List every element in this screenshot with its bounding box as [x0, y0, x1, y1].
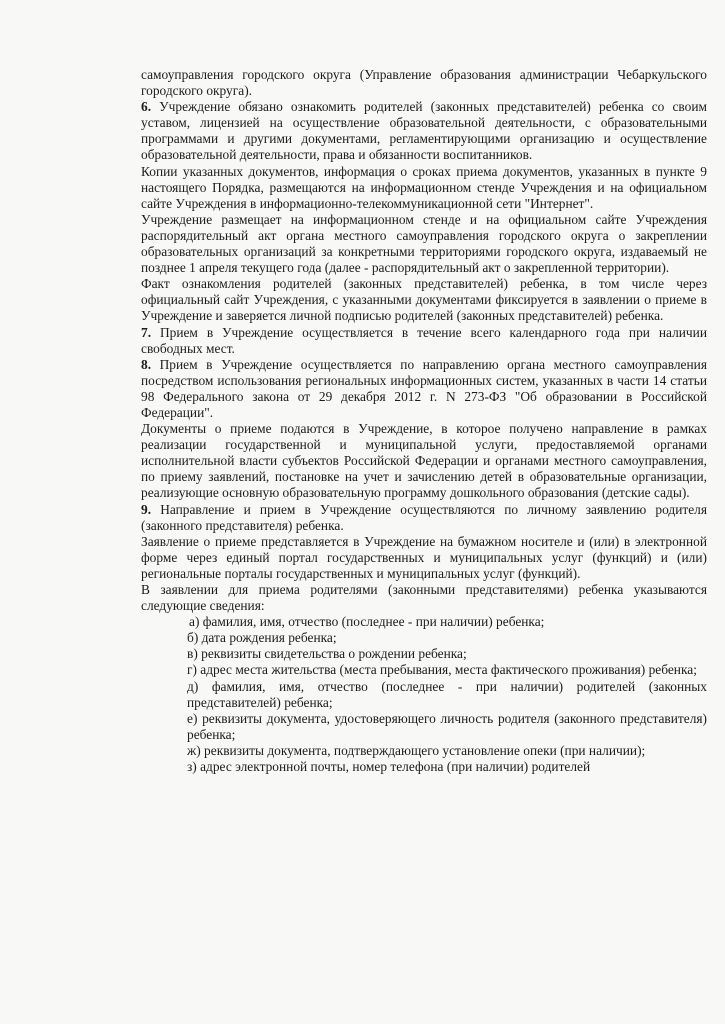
paragraph-number: 6.: [141, 99, 152, 115]
list-item: д) фамилия, имя, отчество (последнее - при наличии) родителей (законных представителей) ребенка;: [187, 678, 707, 710]
paragraph-8: 8. Прием в Учреждение осуществляется по направлению органа местного самоуправления посредством использования региональных информационных систем, указанных в части 14 статьи 98 Федерального закона от 29 декабря 2012 г. N 273-ФЗ "Об образовании в Российской Федерации".: [141, 356, 707, 420]
paragraph-6: 6. Учреждение обязано ознакомить родителей (законных представителей) ребенка со своим уставом, лицензией на осуществление образовательной деятельности, с образовательными программами и другими документами, регламентирующими организацию и осуществление образовательной деятельности, права и обязанности воспитанников.: [141, 99, 707, 163]
paragraph-number: 8.: [141, 356, 152, 372]
paragraph: самоуправления городского округа (Управление образования администрации Чебаркульского городского округа).: [141, 67, 707, 99]
paragraph: Копии указанных документов, информация о сроках приема документов, указанных в пункте 9 настоящего Порядка, размещаются на информационном стенде Учреждения и на официальном сайте Учреждения в информационно-телекоммуникационной сети "Интернет".: [141, 163, 707, 211]
paragraph: Факт ознакомления родителей (законных представителей) ребенка, в том числе через официальный сайт Учреждения, с указанными документами фиксируется в заявлении о приеме в Учреждение и заверяется личной подписью родителей (законных представителей) ребенка.: [141, 276, 707, 324]
list-item: г) адрес места жительства (места пребывания, места фактического проживания) ребенка;: [187, 662, 697, 678]
list-item: ж) реквизиты документа, подтверждающего установление опеки (при наличии);: [187, 742, 646, 758]
paragraph-9: 9. Направление и прием в Учреждение осуществляются по личному заявлению родителя (законного представителя) ребенка.: [141, 501, 707, 533]
list-item: б) дата рождения ребенка;: [187, 630, 337, 646]
paragraph: Учреждение размещает на информационном стенде и на официальном сайте Учреждения распорядительный акт органа местного самоуправления городского округа о закреплении образовательных организаций за конкретными территориями городского округа, издаваемый не позднее 1 апреля текущего года (далее - распорядительный акт о закрепленной территории).: [141, 211, 707, 276]
list-item: а) фамилия, имя, отчество (последнее - при наличии) ребенка;: [189, 614, 545, 630]
paragraph: Заявление о приеме представляется в Учреждение на бумажном носителе и (или) в электронной форме через единый портал государственных и муниципальных услуг (функций) и (или) региональные порталы государственных и муниципальных услуг (функций).: [141, 533, 707, 581]
paragraph: В заявлении для приема родителями (законными представителями) ребенка указываются следующие сведения:: [141, 582, 707, 614]
paragraph-number: 7.: [141, 324, 152, 340]
list-item: з) адрес электронной почты, номер телефона (при наличии) родителей: [187, 759, 591, 775]
document-body: [141, 67, 707, 775]
list-item: в) реквизиты свидетельства о рождении ребенка;: [187, 646, 467, 662]
paragraph-7: 7. Прием в Учреждение осуществляется в течение всего календарного года при наличии свободных мест.: [141, 324, 707, 356]
list-item: е) реквизиты документа, удостоверяющего личность родителя (законного представителя) ребенка;: [187, 710, 707, 742]
paragraph-number: 9.: [141, 501, 152, 517]
paragraph: Документы о приеме подаются в Учреждение, в которое получено направление в рамках реализации государственной и муниципальной услуги, предоставляемой органами исполнительной власти субъектов Российской Федерации и органами местного самоуправления, по приему заявлений, постановке на учет и зачислению детей в образовательные организации, реализующие основную образовательную программу дошкольного образования (детские сады).: [141, 421, 707, 501]
